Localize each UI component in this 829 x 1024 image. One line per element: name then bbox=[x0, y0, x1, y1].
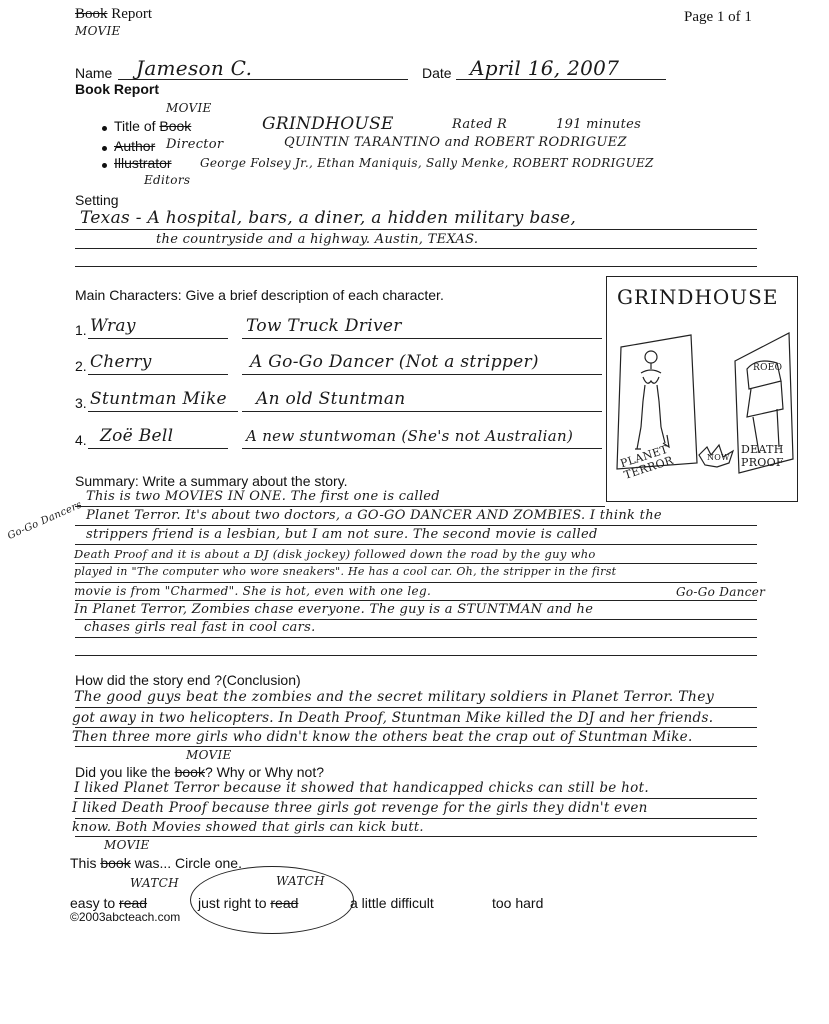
page-number: Page 1 of 1 bbox=[684, 9, 752, 25]
character-desc-line bbox=[242, 374, 602, 375]
option-correction: WATCH bbox=[276, 874, 325, 888]
summary-line: movie is from "Charmed". She is hot, even with one leg. bbox=[74, 584, 432, 598]
poster-right-caption: DEATH PROOF bbox=[741, 443, 784, 469]
summary-rule bbox=[75, 563, 757, 564]
option-little-difficult: a little difficult bbox=[350, 895, 434, 911]
runtime-value: 191 minutes bbox=[556, 117, 642, 132]
worksheet-header-title bbox=[75, 6, 152, 23]
character-name-line bbox=[88, 374, 228, 375]
bullet bbox=[102, 163, 107, 168]
character-name: Wray bbox=[90, 316, 136, 336]
summary-rule bbox=[75, 506, 605, 507]
option-just-right-pre: just right to bbox=[198, 895, 271, 911]
date-value: April 16, 2007 bbox=[470, 56, 620, 80]
page-title: Book Report bbox=[75, 81, 159, 97]
option-too-hard: too hard bbox=[492, 895, 544, 911]
conclusion-line: The good guys beat the zombies and the secret military soldiers in Planet Terror. They bbox=[74, 689, 715, 705]
illustrator-correction: Editors bbox=[144, 173, 191, 187]
character-name-line bbox=[88, 338, 228, 339]
summary-rule bbox=[75, 525, 757, 526]
character-desc-line bbox=[242, 448, 602, 449]
poster-middle-text: NOW bbox=[707, 453, 730, 462]
rating-pre: This bbox=[70, 855, 101, 871]
author-correction: Director bbox=[166, 137, 224, 152]
struck-word: book bbox=[174, 764, 205, 780]
character-desc: An old Stuntman bbox=[256, 389, 406, 409]
opinion-prompt bbox=[75, 764, 324, 780]
character-desc: Tow Truck Driver bbox=[246, 316, 402, 336]
struck-word: read bbox=[270, 895, 299, 911]
bullet bbox=[102, 126, 107, 131]
rating-post: was... Circle one. bbox=[130, 855, 242, 871]
character-number: 3. bbox=[75, 395, 87, 411]
opinion-rule bbox=[75, 836, 757, 837]
title-prefix: Title of bbox=[114, 118, 160, 134]
conclusion-prompt: How did the story end ?(Conclusion) bbox=[75, 672, 301, 688]
character-name: Cherry bbox=[90, 352, 152, 372]
name-value: Jameson C. bbox=[136, 56, 253, 80]
date-label: Date bbox=[422, 65, 452, 81]
summary-line: chases girls real fast in cool cars. bbox=[84, 620, 316, 635]
summary-line: Death Proof and it is about a DJ (disk jockey) followed down the road by the guy who bbox=[74, 547, 596, 561]
summary-line: Planet Terror. It's about two doctors, a GO-GO DANCER AND ZOMBIES. I think the bbox=[86, 508, 662, 523]
characters-prompt: Main Characters: Give a brief description of each character. bbox=[75, 287, 444, 303]
opinion-line: know. Both Movies showed that girls can kick butt. bbox=[72, 820, 424, 835]
character-desc-line bbox=[242, 338, 602, 339]
copyright: ©2003abcteach.com bbox=[70, 910, 181, 924]
summary-rule bbox=[75, 655, 757, 656]
summary-line: In Planet Terror, Zombies chase everyone. The guy is a STUNTMAN and he bbox=[74, 602, 594, 617]
character-desc-line bbox=[242, 411, 602, 412]
conclusion-rule bbox=[75, 707, 757, 708]
character-name: Zoë Bell bbox=[100, 426, 174, 446]
opinion-prompt-post: ? Why or Why not? bbox=[204, 764, 325, 780]
rating-prompt bbox=[70, 855, 242, 871]
character-number: 1. bbox=[75, 322, 87, 338]
poster-title: GRINDHOUSE bbox=[617, 285, 779, 309]
conclusion-line: Then three more girls who didn't know the others beat the crap out of Stuntman Mike. bbox=[72, 729, 693, 745]
struck-word: read bbox=[119, 895, 148, 911]
opinion-prompt-pre: Did you like the bbox=[75, 764, 175, 780]
header-title-rest: Report bbox=[107, 6, 153, 22]
opinion-rule bbox=[75, 798, 757, 799]
setting-rule bbox=[75, 229, 757, 230]
option-correction: WATCH bbox=[130, 876, 179, 890]
setting-line-1: Texas - A hospital, bars, a diner, a hidden military base, bbox=[80, 208, 577, 228]
setting-line-2: the countryside and a highway. Austin, TEXAS. bbox=[156, 232, 479, 247]
summary-rule bbox=[75, 600, 757, 601]
summary-rule bbox=[75, 637, 757, 638]
struck-word: Book bbox=[75, 6, 108, 22]
option-easy-pre: easy to bbox=[70, 895, 120, 911]
conclusion-rule bbox=[75, 746, 757, 747]
option-easy bbox=[70, 895, 147, 911]
summary-rule bbox=[75, 582, 757, 583]
name-label: Name bbox=[75, 65, 113, 81]
poster-drawing bbox=[606, 276, 798, 502]
character-name-line bbox=[88, 411, 238, 412]
setting-label: Setting bbox=[75, 192, 119, 208]
character-name: Stuntman Mike bbox=[90, 389, 227, 409]
opinion-line: I liked Death Proof because three girls got revenge for the girls they didn't even bbox=[72, 800, 648, 816]
title-correction: MOVIE bbox=[166, 101, 212, 115]
struck-word: Book bbox=[159, 118, 192, 134]
rating-value: Rated R bbox=[452, 117, 508, 132]
option-just-right bbox=[198, 895, 298, 911]
character-name-line bbox=[88, 448, 228, 449]
title-value: GRINDHOUSE bbox=[262, 114, 394, 134]
header-correction: MOVIE bbox=[75, 24, 121, 38]
illustrator-value: George Folsey Jr., Ethan Maniquis, Sally Menke, ROBERT RODRIGUEZ bbox=[200, 156, 654, 170]
opinion-correction: MOVIE bbox=[186, 748, 232, 762]
character-desc: A Go-Go Dancer (Not a stripper) bbox=[250, 352, 539, 372]
summary-line: This is two MOVIES IN ONE. The first one is called bbox=[86, 489, 440, 504]
illustrator-label: Illustrator bbox=[114, 155, 172, 171]
character-number: 2. bbox=[75, 358, 87, 374]
rating-correction: MOVIE bbox=[104, 838, 150, 852]
conclusion-line: got away in two helicopters. In Death Proof, Stuntman Mike killed the DJ and her friends. bbox=[72, 710, 714, 726]
poster-left-caption: PLANET TERROR bbox=[618, 442, 675, 482]
summary-margin-note: Go-Go Dancers bbox=[6, 499, 84, 543]
author-label: Author bbox=[114, 138, 156, 154]
summary-right-note: Go-Go Dancer bbox=[676, 585, 766, 599]
summary-rule bbox=[75, 544, 757, 545]
conclusion-rule bbox=[75, 727, 757, 728]
poster-car-text: ROEO bbox=[753, 363, 783, 373]
setting-rule bbox=[75, 266, 757, 267]
summary-line: played in "The computer who wore sneakers". He has a cool car. Oh, the stripper in the first bbox=[74, 565, 617, 578]
setting-rule bbox=[75, 248, 757, 249]
title-of-label bbox=[114, 118, 191, 134]
bullet bbox=[102, 146, 107, 151]
opinion-line: I liked Planet Terror because it showed that handicapped chicks can still be hot. bbox=[74, 780, 649, 796]
character-desc: A new stuntwoman (She's not Australian) bbox=[246, 427, 574, 445]
opinion-rule bbox=[75, 818, 757, 819]
summary-line: strippers friend is a lesbian, but I am not sure. The second movie is called bbox=[86, 527, 598, 542]
character-number: 4. bbox=[75, 432, 87, 448]
author-value: QUINTIN TARANTINO and ROBERT RODRIGUEZ bbox=[284, 135, 627, 150]
struck-word: book bbox=[100, 855, 131, 871]
summary-prompt: Summary: Write a summary about the story. bbox=[75, 473, 348, 489]
